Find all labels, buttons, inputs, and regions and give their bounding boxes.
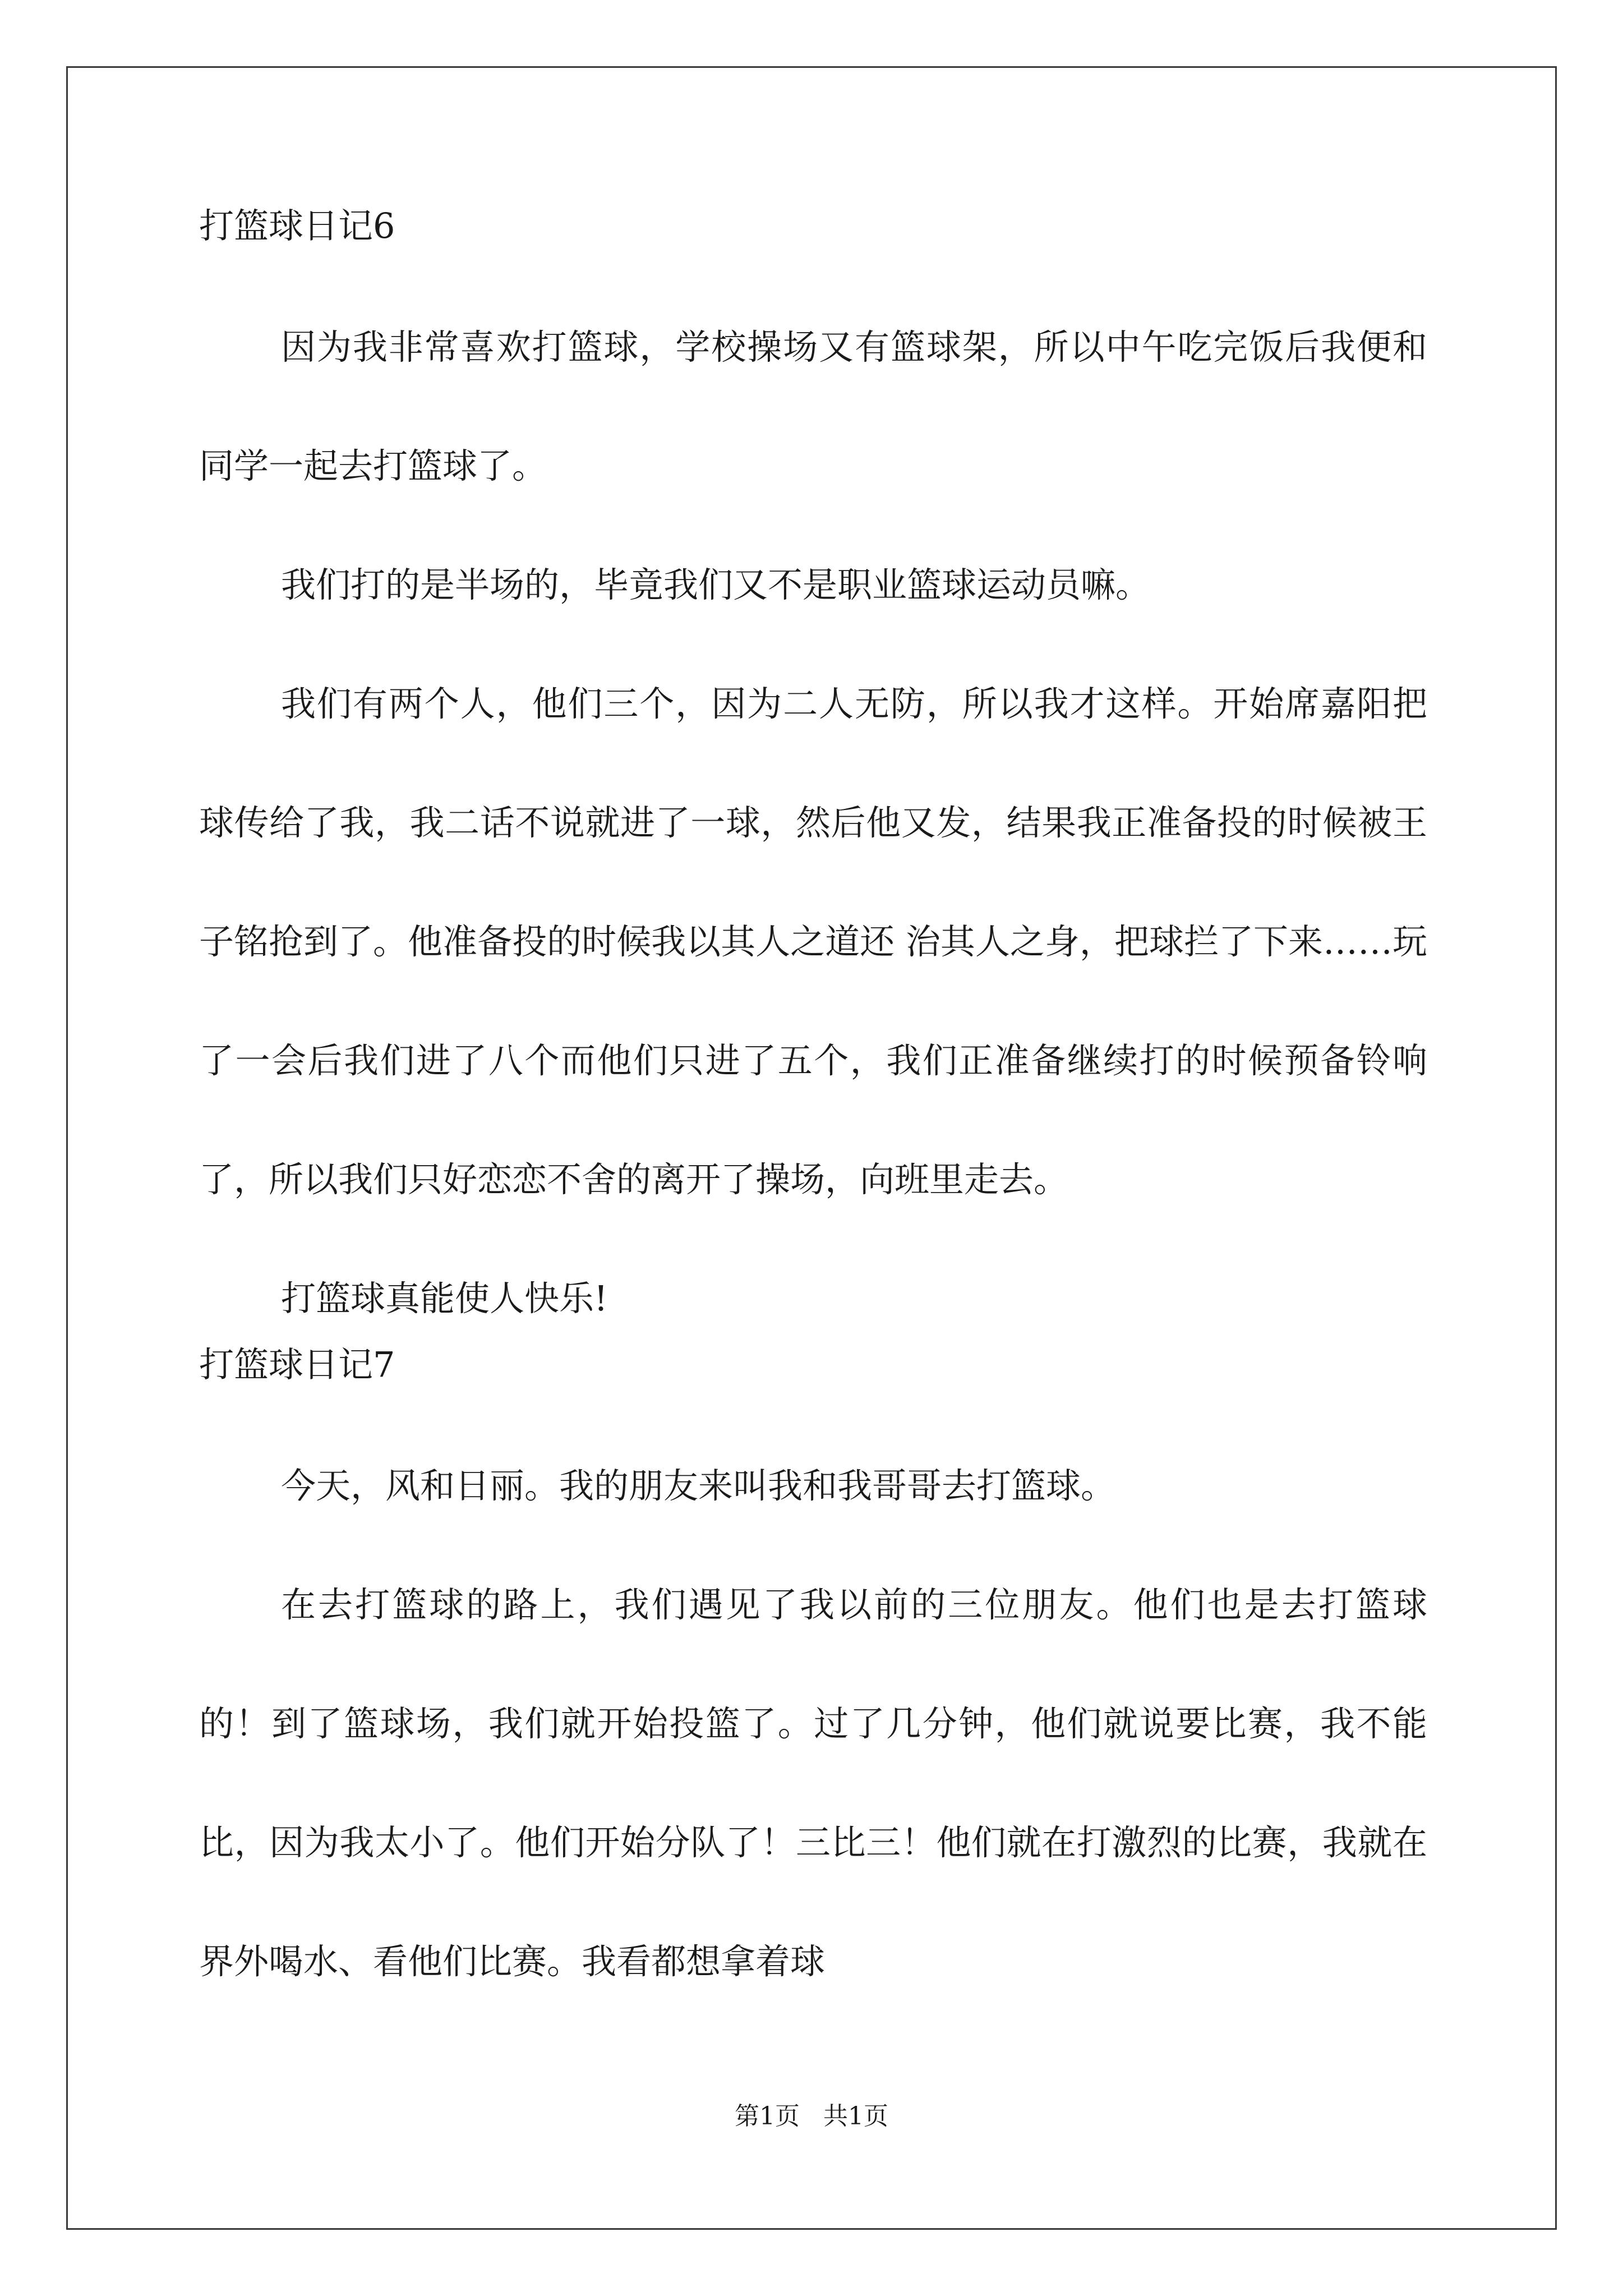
paragraph: 我们有两个人，他们三个，因为二人无防，所以我才这样。开始席嘉阳把球传给了我，我二话不说就进了一球，然后他又发，结果我正准备投的时候被王子铭抢到了。他准备投的时候我以其人之道还 治其人之身，把球拦了下来……玩了一会后我们进了八个而他们只进了五个，我们正准备继续打的时候预备铃响了，所以我们只好恋恋不舍的离开了操场，向班里走去。 — [199, 683, 1427, 1200]
document-body — [199, 205, 1427, 2021]
paragraph: 打篮球真能使人快乐! — [281, 1278, 608, 1319]
paragraph: 今天，风和日丽。我的朋友来叫我和我哥哥去打篮球。 — [281, 1465, 1116, 1506]
paragraph: 在去打篮球的路上，我们遇见了我以前的三位朋友。他们也是去打篮球的！到了篮球场，我们就开始投篮了。过了几分钟，他们就说要比赛，我不能比，因为我太小了。他们开始分队了！三比三！他们就在打激烈的比赛，我就在界外喝水、看他们比赛。我看都想拿着球 — [199, 1584, 1427, 1982]
section-1-body — [199, 288, 1427, 1358]
paragraph: 我们打的是半场的，毕竟我们又不是职业篮球运动员嘛。 — [281, 564, 1151, 605]
paragraph: 因为我非常喜欢打篮球，学校操场又有篮球架，所以中午吃完饭后我便和同学一起去打篮球了。 — [199, 326, 1427, 486]
section-2-body — [199, 1427, 1427, 2021]
section-title-2: 打篮球日记7 — [199, 1344, 395, 1385]
section-title-1: 打篮球日记6 — [199, 205, 395, 246]
page-footer: 第1页 共1页 — [735, 2102, 888, 2131]
